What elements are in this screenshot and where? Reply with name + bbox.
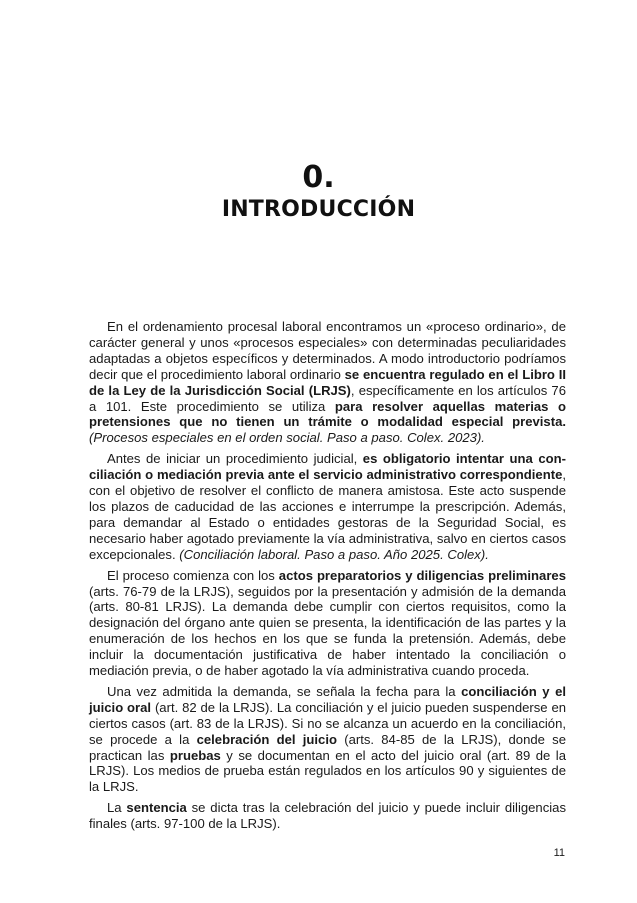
chapter-number: 0.: [302, 160, 335, 195]
chapter-title: INTRODUCCIÓN: [221, 197, 416, 222]
paragraph-text: , específicamente en los artículos 76 a 101. Este procedimiento se utiliza: [89, 382, 566, 414]
paragraph-text: se dicta tras la celebración del juicio y puede incluir diligencias finales (arts. 97-100 de la LRJS).: [89, 800, 566, 832]
bold-text: pruebas: [169, 747, 221, 763]
bold-text: se encuentra regulado en el Libro II de la Ley de la Jurisdicción Social (LRJS): [89, 366, 566, 398]
paragraph-text: , con el objetivo de resolver el conflicto de manera amistosa. Este acto suspende los plazos de caducidad de las acciones e interrumpe la prescripción. Además, para demandar al Estado o entidades gestoras de la Seguridad Social, es necesario haber agotado previamente la vía administrativa, salvo en ciertos casos excepcionales.: [89, 467, 566, 562]
paragraph-text: En el ordenamiento procesal laboral encontramos un «proceso ordinario», de carácter general y unos «procesos especiales» con determinadas peculiaridades adaptadas a objetos específicos y determinados. A modo introductorio podríamos decir que el procedimiento laboral ordinario: [89, 319, 566, 382]
paragraph-text: Una vez admitida la demanda, se señala la fecha para la: [107, 683, 462, 699]
bold-text: sentencia: [126, 800, 187, 816]
bold-text: conciliación y el juicio oral: [89, 683, 566, 715]
paragraph-3: [89, 568, 566, 679]
bold-text: actos preparatorios y diligencias preliminares: [278, 567, 566, 583]
paragraph-text: La: [107, 800, 127, 816]
paragraph-2: [89, 451, 566, 562]
page-number: 11: [553, 847, 565, 859]
paragraph-text: Antes de iniciar un procedimiento judicial,: [107, 451, 363, 467]
paragraph-4: [89, 684, 566, 795]
citation-text: (Procesos especiales en el orden social. Paso a paso. Colex. 2023).: [89, 430, 485, 446]
paragraph-5: [89, 800, 566, 832]
paragraph-1: [89, 319, 566, 446]
citation-text: (Conciliación laboral. Paso a paso. Año 2025. Colex).: [175, 546, 489, 562]
paragraph-text: El proceso comienza con los: [107, 567, 279, 583]
bold-text: celebración del juicio: [196, 731, 337, 747]
body-text: [89, 319, 566, 837]
paragraph-text: y se documentan en el acto del juicio oral (art. 89 de la LRJS). Los medios de prueba están regulados en los artículos 90 y siguientes de la LRJS.: [89, 747, 566, 795]
paragraph-text: (arts. 76-79 de la LRJS), seguidos por la presentación y admisión de la demanda (arts. 80-81 LRJS). La demanda debe cumplir con ciertos requisitos, como la designación del órgano ante quien se presenta, la identificación de las partes y la enumeración de los hechos en los que se funda la pretensión. Además, debe incluir la documentación justificativa de haber intentado la conciliación o mediación previa, o de haber agotado la vía administrativa cuando proceda.: [89, 583, 566, 679]
bold-text: es obligatorio intentar una conciliación o mediación previa ante el servicio administrativo correspondiente: [89, 451, 566, 483]
bold-text: para resolver aquellas materias o pretensiones que no tienen un trámite o modalidad especial prevista.: [89, 398, 566, 430]
paragraph-text: (art. 82 de la LRJS). La conciliación y el juicio pueden suspenderse en ciertos casos (art. 83 de la LRJS). Si no se alcanza un acuerdo en la conciliación, se procede a la: [89, 699, 567, 747]
paragraph-text: (arts. 84-85 de la LRJS), donde se practican las: [89, 731, 566, 763]
